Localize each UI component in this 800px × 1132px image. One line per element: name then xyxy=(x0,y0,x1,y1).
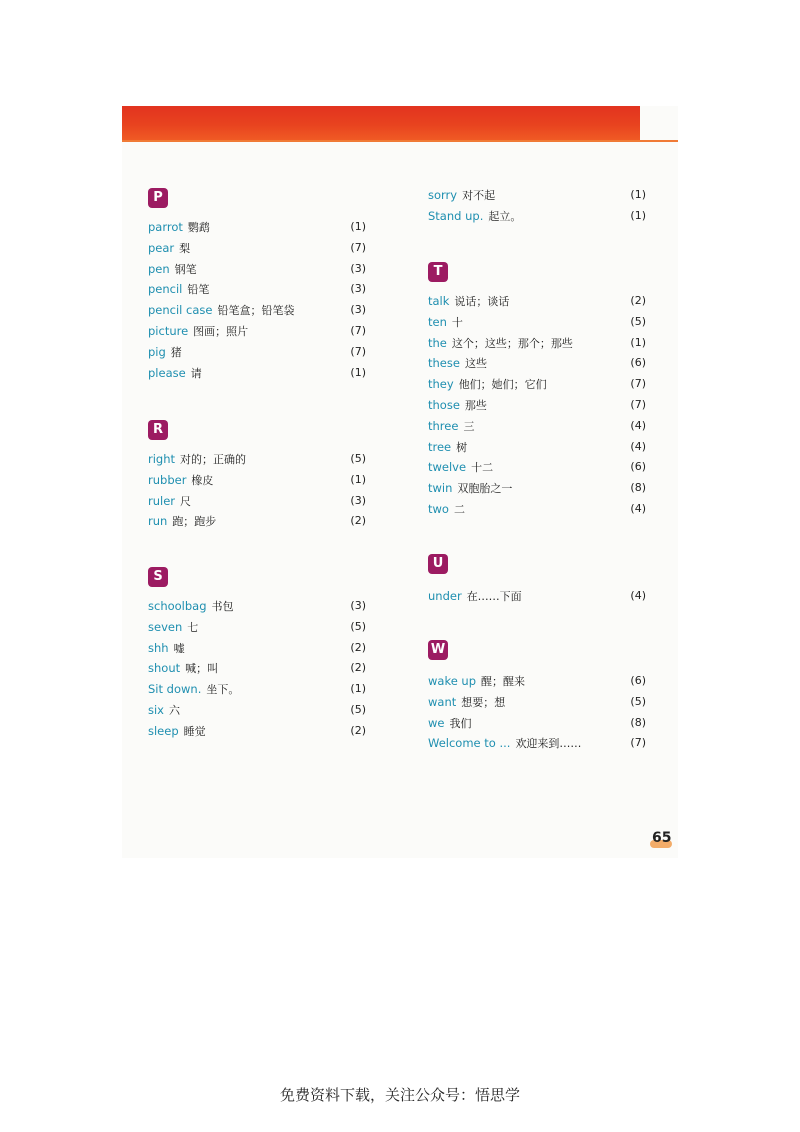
vocab-entry xyxy=(428,500,646,518)
vocab-meaning: 请 xyxy=(190,366,202,380)
vocab-word: under xyxy=(428,589,462,603)
vocab-meaning: 橡皮 xyxy=(191,473,214,487)
vocab-unit: (4) xyxy=(630,589,646,602)
vocab-meaning: 想要；想 xyxy=(461,695,506,709)
vocab-unit: (8) xyxy=(630,481,646,495)
vocab-meaning: 这些 xyxy=(464,357,487,371)
vocab-entry xyxy=(148,492,366,510)
vocab-unit: (1) xyxy=(350,682,366,696)
vocab-meaning: 对的；正确的 xyxy=(180,453,247,466)
textbook-page xyxy=(122,106,678,858)
vocab-meaning: 这个；这些；那个；那些 xyxy=(451,336,573,350)
vocab-word: Stand up. xyxy=(428,208,484,223)
vocab-word: six xyxy=(148,703,164,717)
vocab-entry xyxy=(148,450,366,468)
vocab-entry xyxy=(148,364,366,382)
vocab-unit: (6) xyxy=(630,460,646,474)
vocab-entry xyxy=(428,396,646,414)
vocab-word: the xyxy=(428,335,447,350)
vocab-meaning: 欢迎来到…… xyxy=(515,737,582,751)
vocab-meaning: 喊；叫 xyxy=(185,662,219,676)
vocab-entry xyxy=(148,659,366,677)
vocab-word: pencil xyxy=(148,282,183,297)
vocab-meaning: 钢笔 xyxy=(174,262,197,276)
vocab-word: twelve xyxy=(428,460,467,475)
vocab-unit: (7) xyxy=(630,398,646,411)
vocab-entry xyxy=(428,292,646,310)
vocab-word: pencil case xyxy=(148,303,213,318)
vocab-unit: (8) xyxy=(630,715,646,729)
vocab-entry xyxy=(148,701,366,719)
vocab-unit: (3) xyxy=(350,261,366,275)
vocab-word: schoolbag xyxy=(148,599,207,613)
vocab-meaning: 说话；谈话 xyxy=(454,295,510,308)
vocab-word: run xyxy=(148,514,168,529)
vocab-meaning: 鹦鹉 xyxy=(187,221,210,234)
vocab-meaning: 在……下面 xyxy=(466,590,522,603)
vocab-word: parrot xyxy=(148,220,183,234)
vocab-entry xyxy=(148,301,366,319)
vocab-unit: (2) xyxy=(630,294,646,307)
vocab-word: picture xyxy=(148,324,189,338)
vocab-meaning: 铅笔 xyxy=(187,283,210,297)
vocab-meaning: 起立。 xyxy=(488,209,522,223)
vocab-unit: (5) xyxy=(350,619,366,633)
header-rule xyxy=(640,140,678,142)
vocab-meaning: 铅笔盒；铅笔袋 xyxy=(217,304,295,318)
vocab-word: shh xyxy=(148,640,169,655)
vocab-word: seven xyxy=(148,619,183,634)
vocab-unit: (5) xyxy=(630,314,646,328)
vocab-unit: (6) xyxy=(630,674,646,687)
footer-note: 免费资料下载，关注公众号：悟思学 xyxy=(279,1086,520,1104)
vocab-word: pear xyxy=(148,240,175,255)
vocab-meaning: 我们 xyxy=(449,716,472,730)
vocab-unit: (7) xyxy=(630,736,646,750)
letter-badge-s: S xyxy=(148,567,168,587)
vocab-word: tree xyxy=(428,439,452,454)
vocab-unit: (5) xyxy=(350,452,366,465)
vocab-entry xyxy=(148,239,366,257)
vocab-meaning: 梨 xyxy=(179,241,191,255)
vocab-word: shout xyxy=(148,661,181,676)
vocab-entry xyxy=(148,218,366,236)
vocab-unit: (5) xyxy=(350,703,366,716)
vocab-entry xyxy=(428,479,646,497)
vocab-entry xyxy=(428,207,646,225)
vocab-meaning: 猪 xyxy=(170,345,182,359)
vocab-entry xyxy=(148,471,366,489)
vocab-unit: (3) xyxy=(350,282,366,296)
vocab-unit: (7) xyxy=(350,324,366,337)
vocab-meaning: 六 xyxy=(169,704,180,717)
vocab-meaning: 那些 xyxy=(464,399,487,412)
vocab-word: we xyxy=(428,715,445,730)
vocab-unit: (2) xyxy=(350,640,366,654)
vocab-entry xyxy=(428,672,646,690)
page-number: 65 xyxy=(652,830,672,846)
vocab-word: two xyxy=(428,502,449,516)
vocab-word: Welcome to ... xyxy=(428,736,511,751)
vocab-word: three xyxy=(428,418,459,433)
vocab-unit: (3) xyxy=(350,303,366,317)
vocab-meaning: 十 xyxy=(451,315,463,329)
vocab-word: sorry xyxy=(428,188,458,202)
vocab-entry xyxy=(148,280,366,298)
vocab-word: ten xyxy=(428,314,447,329)
vocab-entry xyxy=(148,597,366,615)
vocab-entry xyxy=(148,512,366,530)
vocab-entry xyxy=(428,458,646,476)
vocab-meaning: 他们；她们；它们 xyxy=(458,378,547,392)
vocab-entry xyxy=(148,343,366,361)
vocab-meaning: 双胞胎之一 xyxy=(457,482,513,496)
vocab-word: they xyxy=(428,377,454,392)
vocab-entry xyxy=(428,313,646,331)
vocab-word: pen xyxy=(148,261,170,276)
vocab-meaning: 嘘 xyxy=(173,641,185,655)
vocab-entry xyxy=(428,354,646,372)
vocab-meaning: 树 xyxy=(456,440,468,454)
vocab-entry xyxy=(428,734,646,752)
vocab-entry xyxy=(428,375,646,393)
vocab-meaning: 书包 xyxy=(211,600,234,613)
vocab-unit: (1) xyxy=(350,365,366,379)
vocab-unit: (7) xyxy=(350,240,366,254)
vocab-unit: (4) xyxy=(630,502,646,515)
vocab-word: these xyxy=(428,356,460,371)
vocab-meaning: 二 xyxy=(453,503,465,516)
vocab-meaning: 睡觉 xyxy=(183,724,206,738)
vocab-unit: (1) xyxy=(630,208,646,222)
vocab-unit: (2) xyxy=(350,661,366,675)
vocab-unit: (1) xyxy=(630,188,646,201)
vocab-unit: (7) xyxy=(630,377,646,391)
vocab-unit: (4) xyxy=(630,439,646,453)
vocab-entry xyxy=(148,618,366,636)
vocab-entry xyxy=(428,417,646,435)
vocab-word: rubber xyxy=(148,472,187,487)
letter-badge-r: R xyxy=(148,420,168,440)
vocab-unit: (3) xyxy=(350,599,366,612)
vocab-entry xyxy=(428,186,646,204)
vocab-entry xyxy=(428,693,646,711)
letter-badge-u: U xyxy=(428,554,448,574)
vocab-word: right xyxy=(148,452,176,466)
vocab-word: want xyxy=(428,694,457,709)
vocab-meaning: 醒；醒来 xyxy=(481,675,526,688)
vocab-word: wake up xyxy=(428,674,477,688)
vocab-word: please xyxy=(148,365,186,380)
vocab-unit: (2) xyxy=(350,514,366,528)
vocab-word: sleep xyxy=(148,723,179,738)
vocab-meaning: 对不起 xyxy=(462,189,496,202)
vocab-entry xyxy=(148,639,366,657)
vocab-unit: (7) xyxy=(350,344,366,358)
vocab-entry xyxy=(148,260,366,278)
vocab-word: those xyxy=(428,398,460,412)
vocab-meaning: 十二 xyxy=(471,461,494,475)
header-banner xyxy=(122,106,640,142)
vocab-unit: (3) xyxy=(350,493,366,507)
vocab-word: twin xyxy=(428,481,453,496)
vocab-entry xyxy=(428,438,646,456)
vocab-entry xyxy=(428,714,646,732)
letter-badge-p: P xyxy=(148,188,168,208)
vocab-meaning: 三 xyxy=(463,419,475,433)
vocab-unit: (5) xyxy=(630,694,646,708)
vocab-unit: (1) xyxy=(350,220,366,233)
vocab-meaning: 坐下。 xyxy=(206,683,240,697)
vocab-unit: (6) xyxy=(630,356,646,370)
vocab-meaning: 跑；跑步 xyxy=(172,515,217,529)
vocab-entry xyxy=(148,722,366,740)
vocab-meaning: 尺 xyxy=(180,494,192,508)
vocab-unit: (2) xyxy=(350,723,366,737)
vocab-word: ruler xyxy=(148,493,176,508)
vocab-word: pig xyxy=(148,344,166,359)
vocab-entry xyxy=(148,680,366,698)
vocab-meaning: 七 xyxy=(187,620,199,634)
vocab-entry xyxy=(428,334,646,352)
letter-badge-w: W xyxy=(428,640,448,660)
letter-badge-t: T xyxy=(428,262,448,282)
vocab-word: talk xyxy=(428,294,450,308)
vocab-unit: (1) xyxy=(630,335,646,349)
vocab-unit: (4) xyxy=(630,418,646,432)
vocab-entry xyxy=(428,587,646,605)
vocab-word: Sit down. xyxy=(148,682,202,697)
vocab-unit: (1) xyxy=(350,472,366,486)
vocab-meaning: 图画；照片 xyxy=(193,325,249,338)
vocab-entry xyxy=(148,322,366,340)
